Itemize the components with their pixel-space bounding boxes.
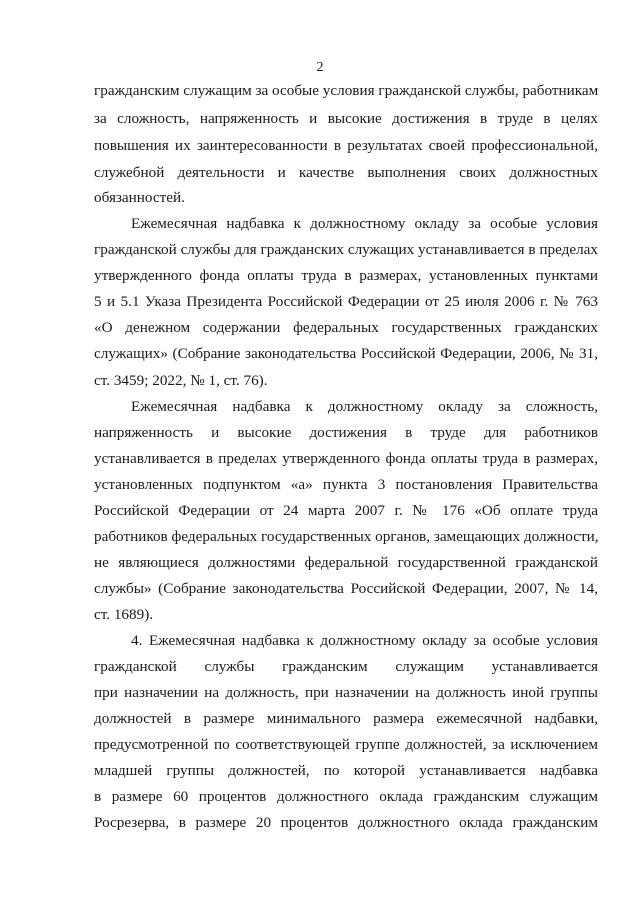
text-line: в размере 60 процентов должностного оклада гражданским служащим xyxy=(94,788,598,805)
text-line: должностей в размере минимального размера ежемесячной надбавки, xyxy=(94,710,598,727)
text-line: Ежемесячная надбавка к должностному окладу за особые условия xyxy=(131,215,598,232)
text-line: «О денежном содержании федеральных государственных гражданских xyxy=(94,319,598,336)
text-line: напряженность и высокие достижения в труде для работников xyxy=(94,424,598,441)
text-line: ст. 3459; 2022, № 1, ст. 76). xyxy=(94,372,268,389)
text-line: службы» (Собрание законодательства Российской Федерации, 2007, № 14, xyxy=(94,580,598,597)
text-line: ст. 1689). xyxy=(94,606,154,623)
text-line: установленных подпунктом «а» пункта 3 постановления Правительства xyxy=(94,476,598,493)
text-line: гражданской службы гражданским служащим устанавливается xyxy=(94,658,598,675)
text-line: служебной деятельности и качестве выполнения своих должностных xyxy=(94,164,598,181)
text-line: при назначении на должность, при назначении на должность иной группы xyxy=(94,684,598,701)
text-line: повышения их заинтересованности в результатах своей профессиональной, xyxy=(94,137,598,154)
text-line: работников федеральных государственных органов, замещающих должности, xyxy=(94,528,599,545)
text-line: за сложность, напряженность и высокие достижения в труде в целях xyxy=(94,110,598,127)
text-line: Росрезерва, в размере 20 процентов должностного оклада гражданским xyxy=(94,814,598,831)
text-line: служащих» (Собрание законодательства Российской Федерации, 2006, № 31, xyxy=(94,345,598,362)
text-line: обязанностей. xyxy=(94,189,185,206)
text-line: младшей группы должностей, по которой устанавливается надбавка xyxy=(94,762,598,779)
text-line: гражданской службы для гражданских служащих устанавливается в пределах xyxy=(94,241,598,258)
text-line: гражданским служащим за особые условия гражданской службы, работникам xyxy=(94,82,599,99)
text-line: 4. Ежемесячная надбавка к должностному окладу за особые условия xyxy=(131,632,598,649)
text-line: утвержденного фонда оплаты труда в размерах, установленных пунктами xyxy=(94,267,598,284)
text-line: не являющиеся должностями федеральной государственной гражданской xyxy=(94,554,598,571)
text-line: Ежемесячная надбавка к должностному окладу за сложность, xyxy=(131,398,598,415)
text-line: Российской Федерации от 24 марта 2007 г. № 176 «Об оплате труда xyxy=(94,502,598,519)
text-line: предусмотренной по соответствующей группе должностей, за исключением xyxy=(94,736,598,753)
text-line: устанавливается в пределах утвержденного фонда оплаты труда в размерах, xyxy=(94,450,598,467)
page-number: 2 xyxy=(316,60,324,75)
text-line: 5 и 5.1 Указа Президента Российской Федерации от 25 июля 2006 г. № 763 xyxy=(94,293,598,310)
